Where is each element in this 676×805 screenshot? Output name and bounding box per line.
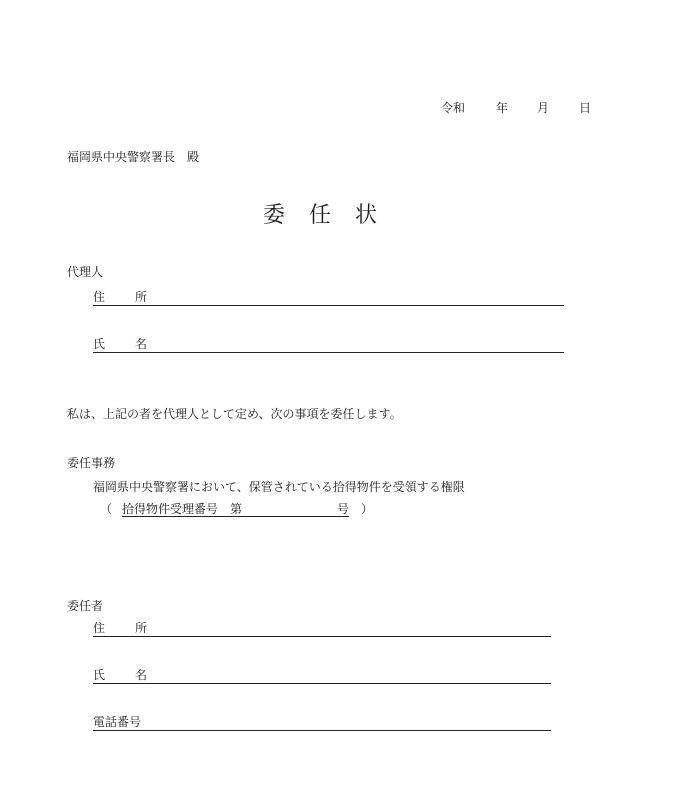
date-year-unit: 年 xyxy=(496,101,509,115)
agent-address-field[interactable] xyxy=(93,289,564,306)
agent-name-label: 氏 名 xyxy=(93,337,148,351)
date-era: 令和 xyxy=(441,101,466,115)
delegator-name-field[interactable] xyxy=(93,667,551,684)
document-title xyxy=(263,205,377,227)
receipt-number-suffix: 号 xyxy=(337,502,350,516)
matters-heading: 委任事務 xyxy=(67,456,116,470)
title-char: 任 xyxy=(309,203,332,228)
delegation-statement: 私は、上記の者を代理人として定め、次の事項を委任します。 xyxy=(67,407,402,421)
receipt-number-label: 拾得物件受理番号 第 xyxy=(122,502,243,516)
agent-address-label: 住 所 xyxy=(93,290,148,304)
receipt-number-field[interactable] xyxy=(122,503,349,517)
title-char: 委 xyxy=(263,203,286,228)
matter-text: 福岡県中央警察署において、保管されている拾得物件を受領する権限 xyxy=(93,480,465,494)
date-day-unit: 日 xyxy=(579,101,592,115)
receipt-paren-open: （ xyxy=(100,502,113,516)
delegator-phone-field[interactable] xyxy=(93,714,551,731)
receipt-paren-close: ） xyxy=(361,502,374,516)
title-char: 状 xyxy=(355,203,378,228)
receipt-number-line xyxy=(100,503,373,517)
agent-heading: 代理人 xyxy=(67,265,104,279)
delegator-address-label: 住 所 xyxy=(93,621,148,635)
date-month-unit: 月 xyxy=(537,101,550,115)
addressee: 福岡県中央警察署長 殿 xyxy=(67,150,200,164)
delegator-phone-label: 電話番号 xyxy=(93,715,142,729)
delegator-address-field[interactable] xyxy=(93,620,551,637)
agent-name-field[interactable] xyxy=(93,336,564,353)
delegator-heading: 委任者 xyxy=(67,599,104,613)
delegator-name-label: 氏 名 xyxy=(93,668,148,682)
